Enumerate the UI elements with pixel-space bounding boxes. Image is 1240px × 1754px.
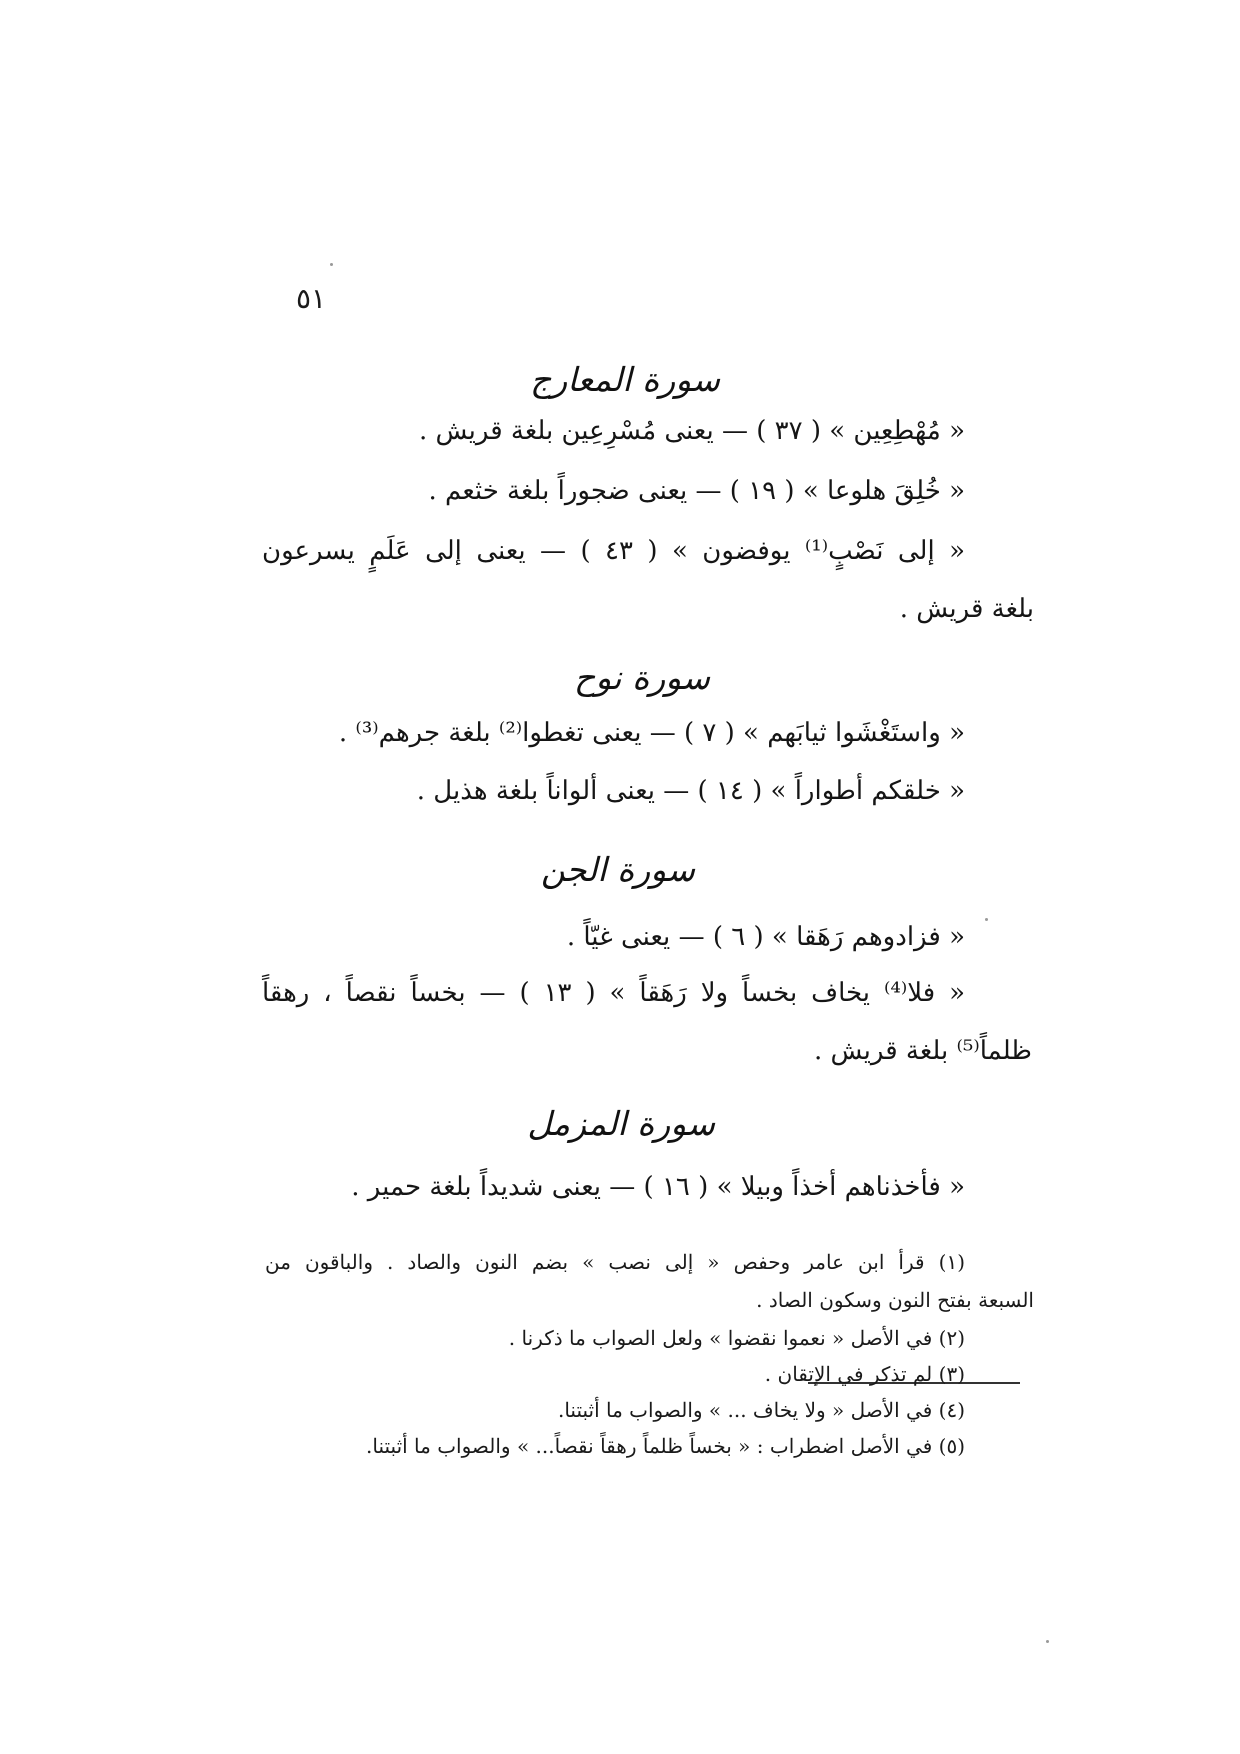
gloss-line: « مُهْطِعِين » ( ٣٧ ) — يعنى مُسْرِعِين بلغة قريش . [418, 416, 965, 446]
footnote-line: (٣) لم تذكر في الإتقان . [764, 1362, 965, 1386]
footnote-line: السبعة بفتح النون وسكون الصاد . [756, 1288, 1034, 1312]
scan-speck [1046, 1640, 1049, 1643]
gloss-line: « إلى نَصْبٍ⁽¹⁾ يوفضون » ( ٤٣ ) — يعنى إلى عَلَمٍ يسرعون [262, 536, 966, 566]
gloss-line: « واستَغْشَوا ثيابَهم » ( ٧ ) — يعنى تغطوا⁽²⁾ بلغة جرهم⁽³⁾ . [338, 718, 965, 748]
footnote-line: (٢) في الأصل « نعموا نقضوا » ولعل الصواب ما ذكرنا . [508, 1326, 965, 1350]
footnote-line: (١) قرأ ابن عامر وحفص « إلى نصب » بضم النون والصاد . والباقون من [265, 1250, 965, 1274]
gloss-line: ظلماً⁽⁵⁾ بلغة قريش . [813, 1036, 1032, 1066]
gloss-line: « خُلِقَ هلوعا » ( ١٩ ) — يعنى ضجوراً بلغة خثعم . [428, 476, 965, 506]
footnote-line: (٤) في الأصل « ولا يخاف ... » والصواب ما أثبتنا. [557, 1398, 965, 1422]
page-number: ٥١ [296, 282, 327, 315]
surah-title-al-jinn: سورة الجن [540, 850, 695, 889]
surah-title-al-maarij: سورة المعارج [530, 360, 720, 399]
gloss-line: « فأخذناهم أخذاً وبيلا » ( ١٦ ) — يعنى شديداً بلغة حمير . [351, 1172, 965, 1202]
gloss-line: « خلقكم أطواراً » ( ١٤ ) — يعنى ألواناً بلغة هذيل . [416, 776, 965, 806]
gloss-line: « فزادوهم رَهَقا » ( ٦ ) — يعنى غيّاً . [566, 922, 965, 952]
gloss-line: « فلا⁽⁴⁾ يخاف بخساً ولا رَهَقاً » ( ١٣ ) — بخساً نقصاً ، رهقاً [262, 978, 965, 1008]
surah-title-al-muzzammil: سورة المزمل [527, 1104, 715, 1143]
gloss-line: بلغة قريش . [899, 594, 1034, 624]
scan-speck [985, 918, 988, 921]
footnote-line: (٥) في الأصل اضطراب : « بخساً ظلماً رهقاً نقصاً... » والصواب ما أثبتنا. [366, 1434, 965, 1458]
scan-speck [330, 263, 333, 266]
surah-title-nuh: سورة نوح [574, 658, 710, 697]
